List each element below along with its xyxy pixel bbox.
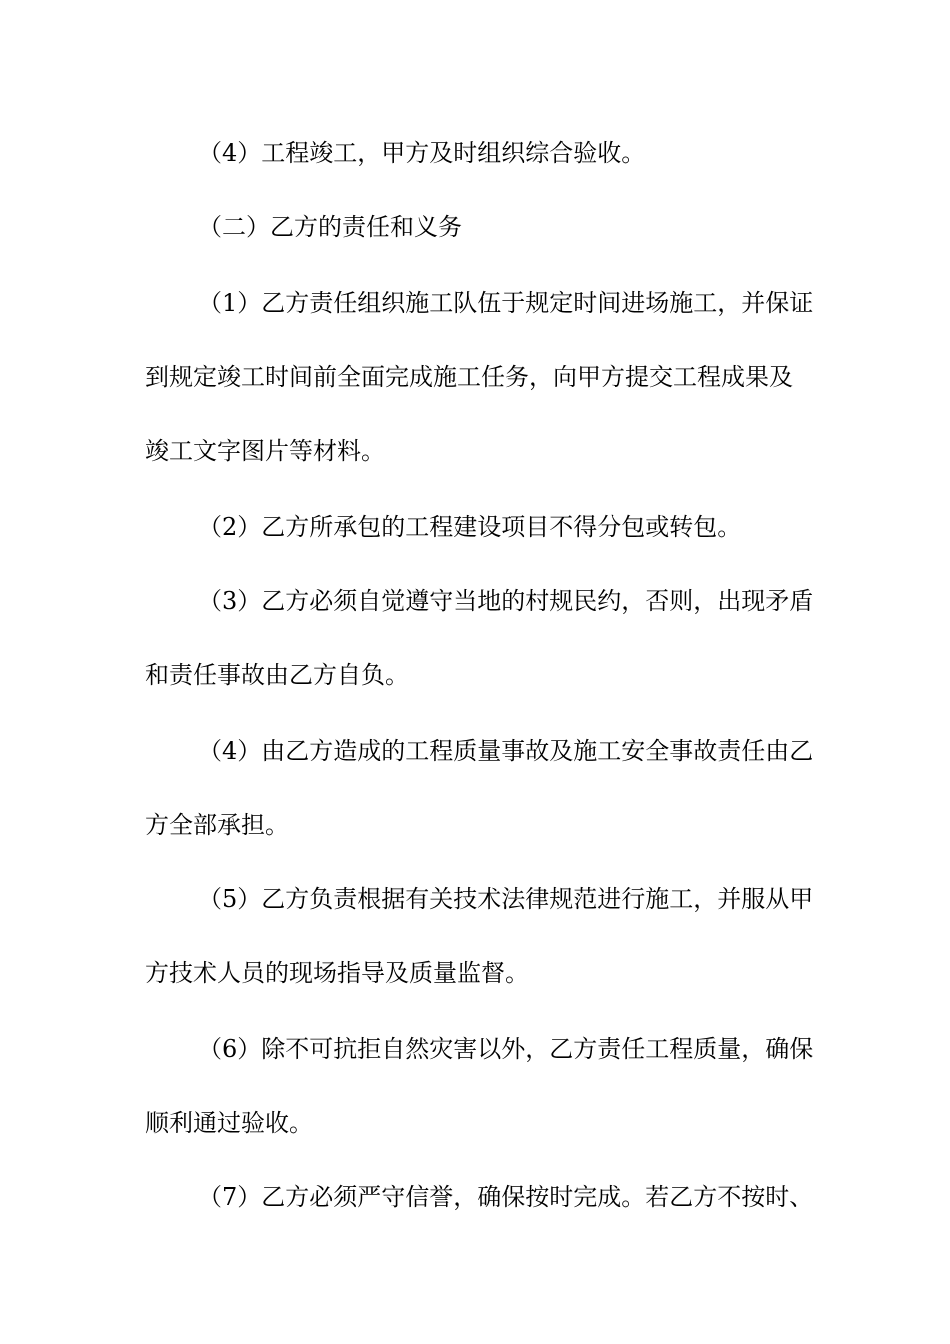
paragraph-line-14: 顺利通过验收。 <box>145 1109 313 1137</box>
paragraph-line-15: （7）乙方必须严守信誉，确保按时完成。若乙方不按时、 <box>198 1183 814 1211</box>
paragraph-line-9: （4）由乙方造成的工程质量事故及施工安全事故责任由乙 <box>198 737 814 765</box>
paragraph-line-8: 和责任事故由乙方自负。 <box>145 661 409 689</box>
paragraph-line-13: （6）除不可抗拒自然灾害以外，乙方责任工程质量，确保 <box>198 1035 814 1063</box>
paragraph-line-1: （4）工程竣工，甲方及时组织综合验收。 <box>198 139 646 167</box>
paragraph-line-12: 方技术人员的现场指导及质量监督。 <box>145 959 529 987</box>
section-heading: （二）乙方的责任和义务 <box>198 213 462 241</box>
paragraph-line-5: 竣工文字图片等材料。 <box>145 437 385 465</box>
paragraph-line-11: （5）乙方负责根据有关技术法律规范进行施工，并服从甲 <box>198 885 814 913</box>
paragraph-line-3: （1）乙方责任组织施工队伍于规定时间进场施工，并保证 <box>198 289 814 317</box>
paragraph-line-4: 到规定竣工时间前全面完成施工任务，向甲方提交工程成果及 <box>145 363 793 391</box>
paragraph-line-7: （3）乙方必须自觉遵守当地的村规民约，否则，出现矛盾 <box>198 587 814 615</box>
paragraph-line-10: 方全部承担。 <box>145 811 289 839</box>
paragraph-line-6: （2）乙方所承包的工程建设项目不得分包或转包。 <box>198 513 742 541</box>
